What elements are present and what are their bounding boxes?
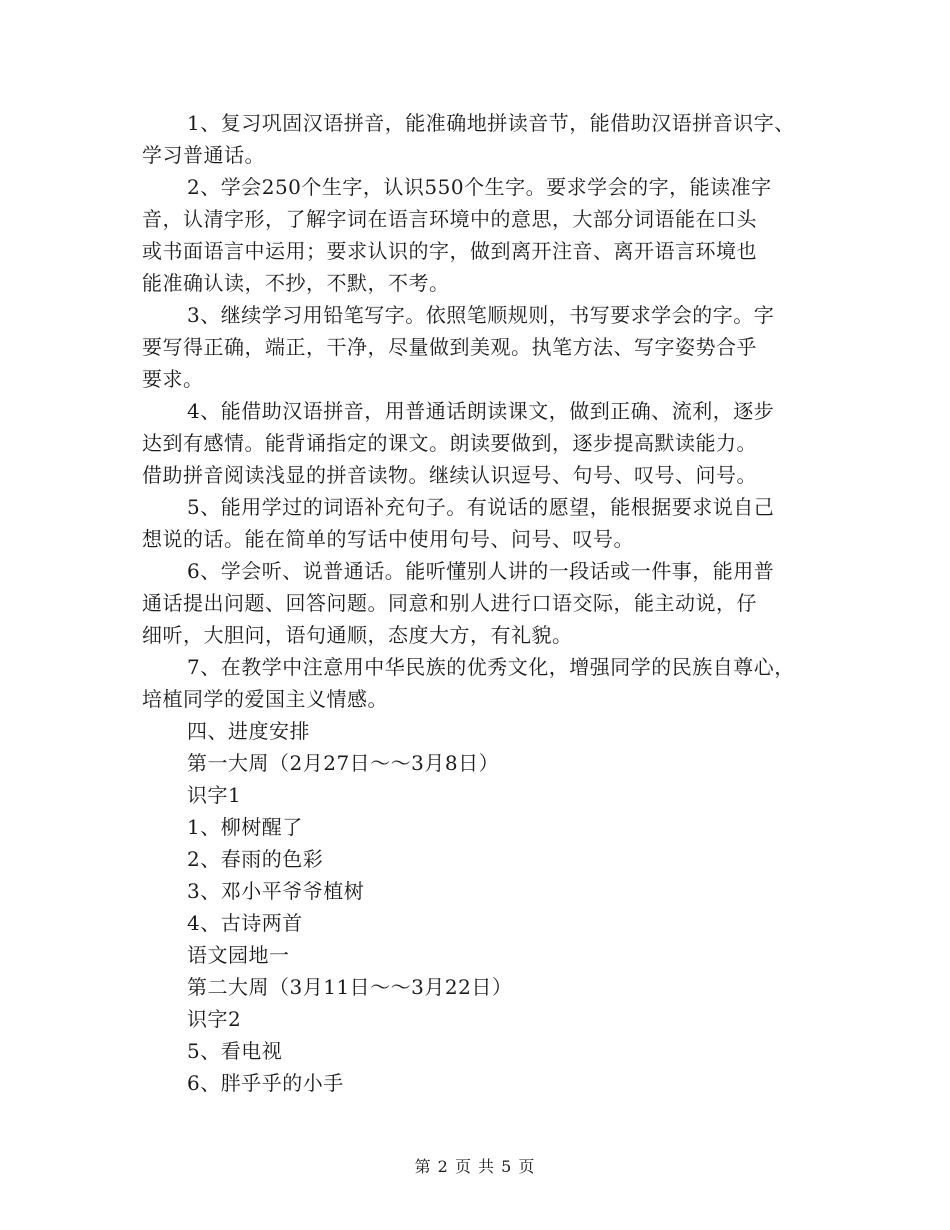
text-line: 2、学会250个生字，认识550个生字。要求学会的字，能读准字 xyxy=(187,175,772,199)
text-line: 5、能用学过的词语补充句子。有说话的愿望，能根据要求说自己 xyxy=(187,495,775,519)
text-line: 想说的话。能在简单的写话中使用句号、问号、叹号。 xyxy=(142,527,634,551)
text-line: 培植同学的爱国主义情感。 xyxy=(142,687,388,711)
text-line: 四、进度安排 xyxy=(187,719,310,743)
text-line: 音，认清字形，了解字词在语言环境中的意思，大部分词语能在口头 xyxy=(142,207,757,231)
text-line: 或书面语言中运用；要求认识的字，做到离开注音、离开语言环境也 xyxy=(142,239,757,263)
text-line: 4、能借助汉语拼音，用普通话朗读课文，做到正确、流利，逐步 xyxy=(187,399,775,423)
text-line: 3、继续学习用铅笔写字。依照笔顺规则，书写要求学会的字。字 xyxy=(187,303,775,327)
text-line: 识字2 xyxy=(187,1007,242,1031)
text-line: 要写得正确，端正，干净，尽量做到美观。执笔方法、写字姿势合乎 xyxy=(142,335,757,359)
text-line: 1、柳树醒了 xyxy=(187,815,303,839)
text-line: 6、胖乎乎的小手 xyxy=(187,1071,344,1095)
text-line: 识字1 xyxy=(187,783,242,807)
text-line: 要求。 xyxy=(142,367,204,391)
page-footer: 第 2 页 共 5 页 xyxy=(414,1157,536,1176)
text-line: 第二大周（3月11日～～3月22日） xyxy=(187,975,513,999)
text-line: 语文园地一 xyxy=(187,943,290,967)
text-line: 第一大周（2月27日～～3月8日） xyxy=(187,751,500,775)
document-body xyxy=(142,107,822,1099)
text-line: 借助拼音阅读浅显的拼音读物。继续认识逗号、句号、叹号、问号。 xyxy=(142,463,757,487)
text-line: 学习普通话。 xyxy=(142,143,265,167)
text-line: 7、在教学中注意用中华民族的优秀文化，增强同学的民族自尊心， xyxy=(187,655,795,679)
text-line: 1、复习巩固汉语拼音，能准确地拼读音节，能借助汉语拼音识字、 xyxy=(187,111,795,135)
text-line: 细听，大胆问，语句通顺，态度大方，有礼貌。 xyxy=(142,623,573,647)
text-line: 2、春雨的色彩 xyxy=(187,847,324,871)
text-line: 4、古诗两首 xyxy=(187,911,303,935)
text-line: 3、邓小平爷爷植树 xyxy=(187,879,365,903)
text-line: 6、学会听、说普通话。能听懂别人讲的一段话或一件事，能用普 xyxy=(187,559,775,583)
text-line: 通话提出问题、回答问题。同意和别人进行口语交际，能主动说，仔 xyxy=(142,591,757,615)
text-line: 能准确认读，不抄，不默，不考。 xyxy=(142,271,450,295)
text-line: 达到有感情。能背诵指定的课文。朗读要做到，逐步提高默读能力。 xyxy=(142,431,757,455)
text-line: 5、看电视 xyxy=(187,1039,283,1063)
